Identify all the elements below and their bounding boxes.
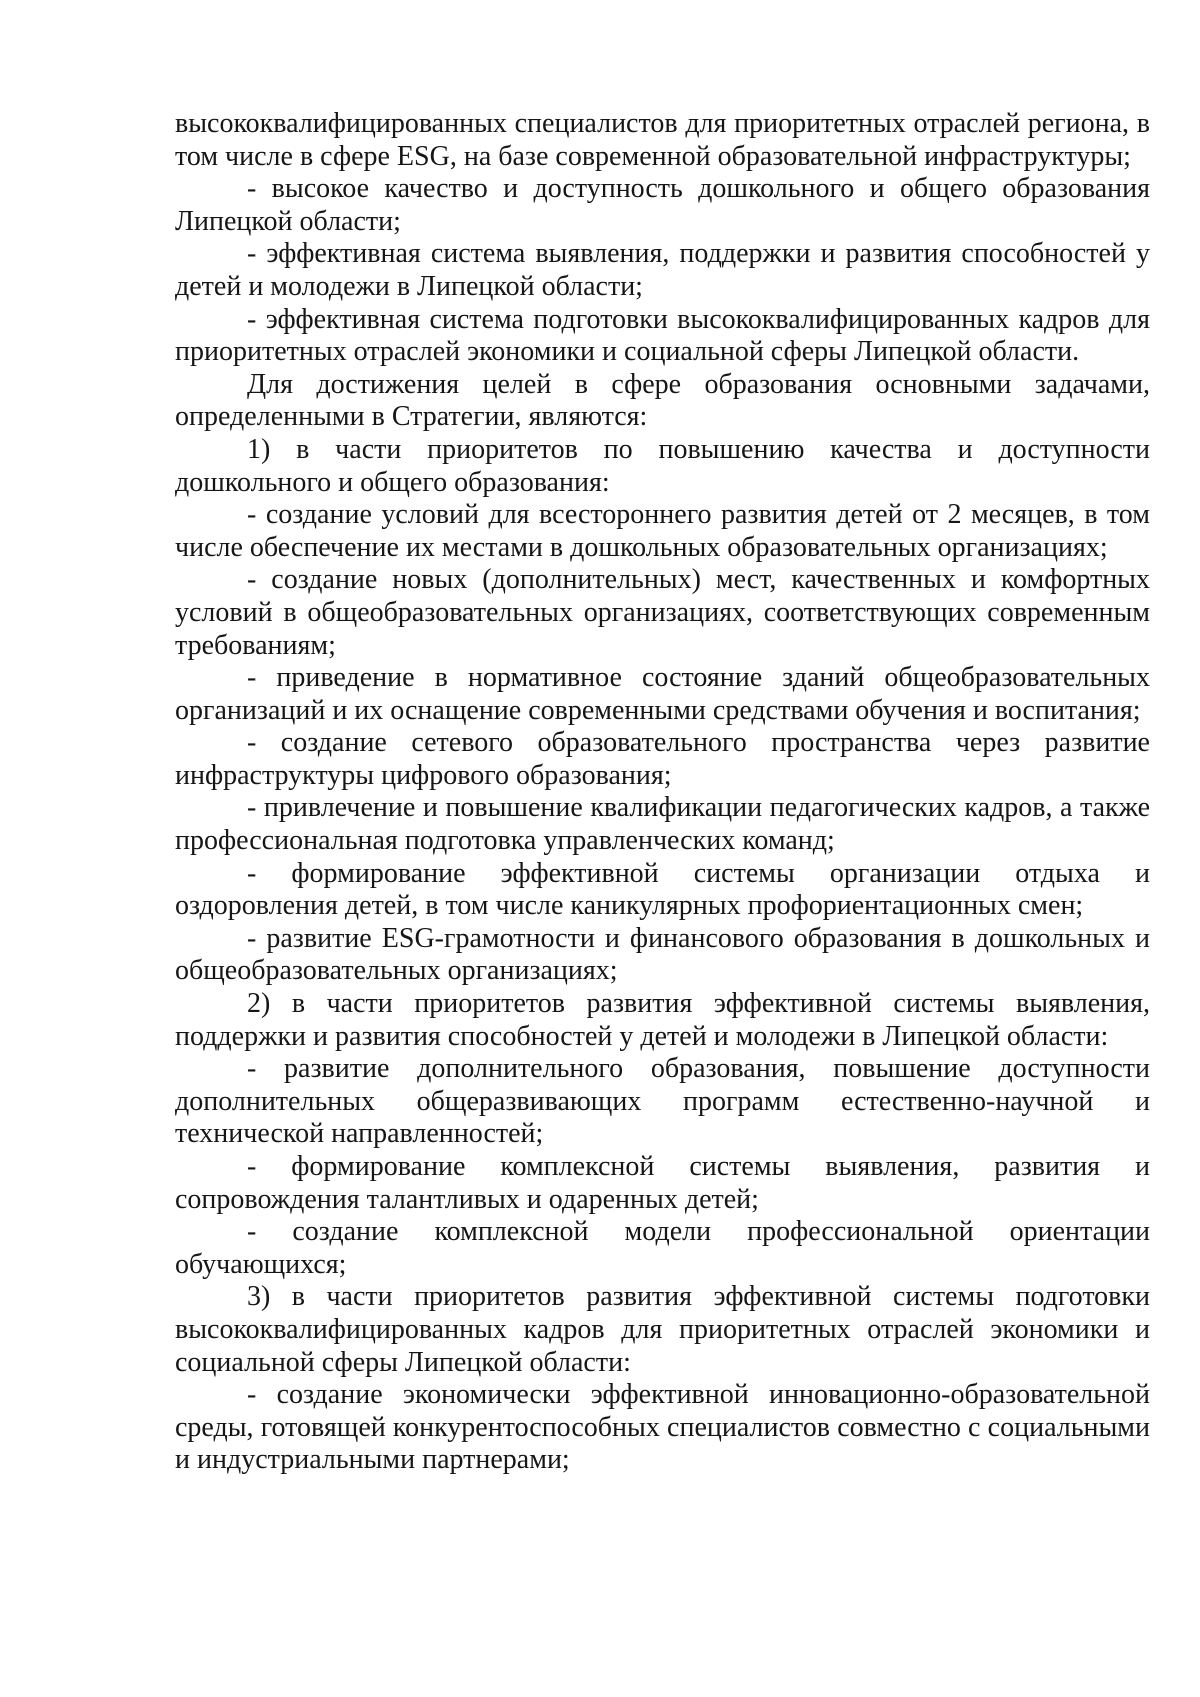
- paragraph: Для достижения целей в сфере образования основными задачами, определенными в Стратегии, являются:: [175, 368, 1150, 433]
- paragraph: - развитие дополнительного образования, повышение доступности дополнительных общеразвивающих программ естественно-научной и технической направленностей;: [175, 1053, 1150, 1150]
- paragraph: - эффективная система подготовки высококвалифицированных кадров для приоритетных отраслей экономики и социальной сферы Липецкой области.: [175, 303, 1150, 368]
- paragraph: 1) в части приоритетов по повышению качества и доступности дошкольного и общего образования:: [175, 433, 1150, 498]
- paragraph: - создание сетевого образовательного пространства через развитие инфраструктуры цифрового образования;: [175, 727, 1150, 791]
- paragraph: - создание условий для всестороннего развития детей от 2 месяцев, в том числе обеспечение их местами в дошкольных образовательных организациях;: [175, 499, 1150, 563]
- paragraph: - развитие ESG-грамотности и финансового образования в дошкольных и общеобразовательных организациях;: [175, 922, 1150, 987]
- paragraph: - приведение в нормативное состояние зданий общеобразовательных организаций и их оснащение современными средствами обучения и воспитания;: [175, 662, 1150, 726]
- paragraph: - создание экономически эффективной инновационно-образовательной среды, готовящей конкурентоспособных специалистов совместно с социальными и индустриальными партнерами;: [175, 1379, 1150, 1476]
- paragraph: - привлечение и повышение квалификации педагогических кадров, а также профессиональная подготовка управленческих команд;: [175, 792, 1150, 857]
- paragraph: 2) в части приоритетов развития эффективной системы выявления, поддержки и развития способностей у детей и молодежи в Липецкой области:: [175, 988, 1150, 1052]
- paragraph: - формирование эффективной системы организации отдыха и оздоровления детей, в том числе каникулярных профориентационных смен;: [175, 857, 1150, 922]
- paragraph: - формирование комплексной системы выявления, развития и сопровождения талантливых и одаренных детей;: [175, 1151, 1150, 1215]
- paragraph: 3) в части приоритетов развития эффективной системы подготовки высококвалифицированных кадров для приоритетных отраслей экономики и социальной сферы Липецкой области:: [175, 1281, 1150, 1378]
- paragraph: - высокое качество и доступность дошкольного и общего образования Липецкой области;: [175, 173, 1150, 237]
- paragraph: - эффективная система выявления, поддержки и развития способностей у детей и молодежи в Липецкой области;: [175, 238, 1150, 302]
- document-body: [175, 108, 1150, 1477]
- paragraph: - создание новых (дополнительных) мест, качественных и комфортных условий в общеобразовательных организациях, соответствующих современным требованиям;: [175, 564, 1150, 661]
- paragraph-continuation: высококвалифицированных специалистов для приоритетных отраслей региона, в том числе в сфере ESG, на базе современной образовательной инфраструктуры;: [175, 108, 1150, 172]
- paragraph: - создание комплексной модели профессиональной ориентации обучающихся;: [175, 1216, 1150, 1280]
